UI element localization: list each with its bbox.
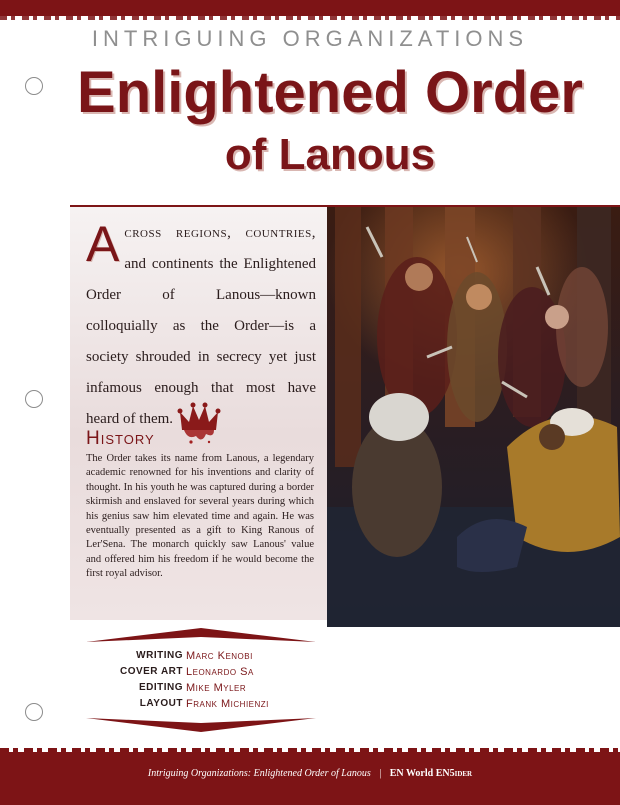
credit-role: WRITING — [136, 650, 183, 661]
credit-row — [86, 682, 316, 698]
crown-icon — [176, 400, 222, 446]
footer-brand-2: EN5ider — [435, 768, 473, 779]
cover-illustration — [327, 207, 620, 627]
binder-hole — [25, 77, 43, 95]
credit-role: EDITING — [138, 682, 183, 693]
credit-name: Marc Kenobi — [186, 650, 253, 662]
credit-row — [86, 650, 316, 666]
page-title — [40, 62, 620, 186]
drop-cap: A — [86, 216, 120, 272]
credits-ornament-top — [86, 626, 316, 644]
credits-block — [86, 626, 316, 736]
credit-role: COVER ART — [119, 666, 183, 677]
title-line-1: Enlightened Order — [77, 60, 583, 125]
history-heading: History — [86, 428, 155, 449]
credit-name: Mike Myler — [186, 682, 247, 694]
binder-hole — [25, 703, 43, 721]
credit-row — [86, 698, 316, 714]
footer-title: Intriguing Organizations: Enlightened Order of Lanous — [147, 768, 371, 779]
intro-lead: cross regions, countries, — [124, 225, 316, 241]
credit-row — [86, 666, 316, 682]
binder-hole — [25, 390, 43, 408]
series-title: INTRIGUING ORGANIZATIONS — [91, 26, 529, 51]
intro-text: and continents the Enlightened Order of Lanous—known colloquially as the Order—is a society shrouded in secrecy yet just infamous enough that most have heard of them. — [86, 256, 316, 427]
credit-name: Leonardo Sa — [186, 666, 254, 678]
footer — [0, 768, 620, 779]
credit-role: LAYOUT — [139, 698, 183, 709]
top-banner-edge — [0, 14, 620, 20]
footer-separator: | — [379, 768, 382, 779]
footer-brand: EN World — [389, 768, 434, 779]
history-body: The Order takes its name from Lanous, a legendary academic renowned for his inventions and clarity of thought. In his youth he was captured during a border skirmish and enslaved for several years during which his genius saw him elevated time and again. He was eventually presented as a gift to King Ranous of Ler'Sena. The monarch quickly saw Lanous' value and offered him his freedom if he would become the first royal advisor. — [86, 453, 314, 580]
credit-name: Frank Michienzi — [186, 698, 269, 710]
title-line-2: of Lanous — [224, 130, 436, 179]
credits-ornament-bottom — [86, 716, 316, 734]
